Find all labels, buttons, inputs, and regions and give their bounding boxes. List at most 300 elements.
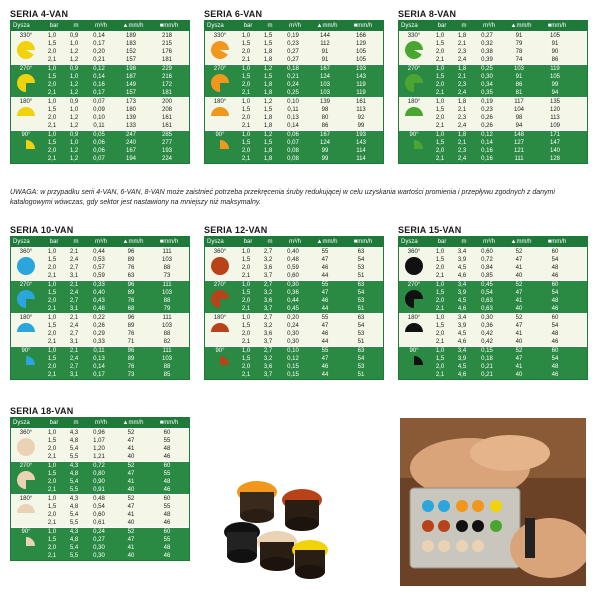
table-cell: 0,06 xyxy=(93,140,105,146)
table-cell: 0,60 xyxy=(481,249,493,255)
table-row xyxy=(235,48,383,56)
arc-degree: 90° xyxy=(21,132,31,138)
table-cell: 1,5 xyxy=(263,74,273,80)
table-cell: 2,1 xyxy=(47,123,57,129)
table-cell: 152 xyxy=(125,49,136,55)
table-cell: 48 xyxy=(551,331,559,337)
nozzle-table xyxy=(204,236,384,380)
table-cell: 0,33 xyxy=(93,282,105,288)
table-row xyxy=(41,114,189,122)
table-row xyxy=(41,519,189,527)
table-cell: 55 xyxy=(321,282,329,288)
table-cell: 0,14 xyxy=(481,140,493,146)
nozzle-arc-icon xyxy=(16,139,36,159)
table-cell: 124 xyxy=(319,74,330,80)
table-cell: 44 xyxy=(321,273,329,279)
table-cell: 2,4 xyxy=(457,90,467,96)
table-cell: 4,6 xyxy=(457,273,467,279)
nozzle-arc-icon xyxy=(404,322,424,342)
table-cell: 5,4 xyxy=(69,512,79,518)
arc-group xyxy=(205,346,383,379)
table-cell: 2,1 xyxy=(47,520,57,526)
table-cell: 73 xyxy=(127,372,135,378)
column-header: bar xyxy=(437,239,447,245)
table-cell: 1,8 xyxy=(263,156,273,162)
column-header: bar xyxy=(49,420,59,426)
table-cell: 143 xyxy=(355,74,366,80)
table-cell: 0,40 xyxy=(93,290,105,296)
table-row xyxy=(235,338,383,346)
table-cell: 2,1 xyxy=(435,156,445,162)
table-cell: 0,44 xyxy=(287,298,299,304)
table-header xyxy=(205,21,383,31)
column-header: m xyxy=(267,239,273,245)
table-cell: 0,21 xyxy=(93,57,105,63)
table-cell: 2,7 xyxy=(69,364,79,370)
table-cell: 44 xyxy=(321,306,329,312)
series-title: SERIA 12-VAN xyxy=(204,225,268,235)
table-cell: 2,0 xyxy=(435,298,445,304)
table-cell: 1,5 xyxy=(241,140,251,146)
table-cell: 1,5 xyxy=(263,41,273,47)
arc-degree: 330° xyxy=(213,33,227,39)
arc-degree: 360° xyxy=(407,249,421,255)
nozzle-table xyxy=(398,236,588,380)
table-row xyxy=(429,264,587,272)
table-cell: 0,54 xyxy=(93,504,105,510)
table-cell: 1,0 xyxy=(47,282,57,288)
arc-group xyxy=(11,130,189,163)
table-cell: 47 xyxy=(515,257,523,263)
table-cell: 5,4 xyxy=(69,446,79,452)
table-cell: 105 xyxy=(355,49,366,55)
table-cell: 2,1 xyxy=(241,90,251,96)
column-header: ▲mm/h xyxy=(122,23,144,29)
table-cell: 1,0 xyxy=(47,99,57,105)
table-cell: 3,1 xyxy=(69,306,79,312)
table-cell: 0,11 xyxy=(93,123,105,129)
table-cell: 0,24 xyxy=(93,529,105,535)
table-cell: 2,0 xyxy=(47,331,57,337)
column-header: m xyxy=(73,239,79,245)
table-row xyxy=(41,330,189,338)
arc-group xyxy=(399,64,587,97)
table-cell: 85 xyxy=(163,372,171,378)
table-cell: 91 xyxy=(321,57,329,63)
table-row xyxy=(41,40,189,48)
table-cell: 193 xyxy=(355,66,366,72)
table-cell: 0,21 xyxy=(481,372,493,378)
column-header: m xyxy=(267,23,273,29)
table-cell: 98 xyxy=(515,115,523,121)
arc-group xyxy=(11,428,189,461)
nozzle-arc-icon xyxy=(210,139,230,159)
table-cell: 48 xyxy=(551,298,559,304)
arc-degree: 90° xyxy=(215,348,225,354)
table-row xyxy=(429,48,587,56)
nozzle-arc-icon xyxy=(16,437,36,457)
arc-group xyxy=(399,346,587,379)
table-row xyxy=(429,131,587,139)
table-row xyxy=(429,297,587,305)
table-row xyxy=(429,106,587,114)
table-cell: 63 xyxy=(357,315,365,321)
nozzle-arc-icon xyxy=(16,73,36,93)
table-row xyxy=(429,40,587,48)
table-cell: 0,24 xyxy=(287,82,299,88)
table-cell: 2,1 xyxy=(435,339,445,345)
table-cell: 4,6 xyxy=(457,339,467,345)
table-cell: 0,08 xyxy=(287,156,299,162)
table-cell: 0,22 xyxy=(93,315,105,321)
arc-degree: 360° xyxy=(213,249,227,255)
table-row xyxy=(429,81,587,89)
table-row xyxy=(429,305,587,313)
column-header: ▲mm/h xyxy=(316,239,338,245)
table-cell: 181 xyxy=(161,57,172,63)
table-cell: 139 xyxy=(125,115,136,121)
table-row xyxy=(235,264,383,272)
arc-group xyxy=(205,280,383,313)
table-cell: 0,25 xyxy=(481,66,493,72)
arc-degree: 180° xyxy=(19,99,33,105)
arc-group xyxy=(11,31,189,64)
table-cell: 1,5 xyxy=(241,356,251,362)
table-cell: 114 xyxy=(356,148,366,154)
table-cell: 0,21 xyxy=(481,364,493,370)
table-cell: 3,9 xyxy=(457,290,467,296)
table-cell: 104 xyxy=(513,107,524,113)
table-cell: 54 xyxy=(551,323,559,329)
table-cell: 1,5 xyxy=(435,41,445,47)
table-cell: 0,25 xyxy=(287,90,299,96)
table-cell: 0,48 xyxy=(287,257,299,263)
table-cell: 0,26 xyxy=(93,323,105,329)
table-cell: 0,07 xyxy=(93,99,105,105)
table-cell: 53 xyxy=(357,298,365,304)
table-cell: 103 xyxy=(319,90,330,96)
nozzle-arc-icon xyxy=(16,536,36,556)
arc-group xyxy=(399,97,587,130)
table-cell: 1,0 xyxy=(47,132,57,138)
table-cell: 48 xyxy=(163,512,171,518)
table-cell: 216 xyxy=(161,74,172,80)
table-cell: 1,2 xyxy=(263,99,273,105)
table-cell: 103 xyxy=(161,323,172,329)
table-cell: 124 xyxy=(319,140,330,146)
table-cell: 71 xyxy=(127,339,135,345)
series-title: SERIA 6-VAN xyxy=(204,9,263,19)
table-cell: 2,1 xyxy=(457,140,467,146)
arc-degree: 270° xyxy=(213,66,227,72)
table-cell: 0,53 xyxy=(93,257,105,263)
table-cell: 46 xyxy=(163,487,171,493)
table-row xyxy=(41,98,189,106)
table-cell: 73 xyxy=(163,273,171,279)
table-cell: 2,1 xyxy=(69,282,79,288)
table-row xyxy=(41,503,189,511)
table-cell: 2,1 xyxy=(47,273,57,279)
table-row xyxy=(41,272,189,280)
table-cell: 277 xyxy=(161,140,172,146)
table-cell: 48 xyxy=(163,545,171,551)
arc-group xyxy=(399,31,587,64)
table-cell: 0,13 xyxy=(93,356,105,362)
table-row xyxy=(235,371,383,379)
table-cell: 218 xyxy=(161,33,172,39)
table-cell: 0,12 xyxy=(93,66,105,72)
table-cell: 3,7 xyxy=(263,273,273,279)
table-cell: 0,42 xyxy=(481,339,493,345)
table-cell: 1,0 xyxy=(435,132,445,138)
table-cell: 60 xyxy=(551,348,559,354)
table-cell: 0,15 xyxy=(287,372,299,378)
table-cell: 0,40 xyxy=(287,249,299,255)
column-header: Dysza xyxy=(13,23,30,29)
table-cell: 0,9 xyxy=(69,99,79,105)
table-cell: 0,72 xyxy=(481,257,493,263)
table-cell: 2,0 xyxy=(241,331,251,337)
table-cell: 1,0 xyxy=(47,430,57,436)
table-row xyxy=(429,289,587,297)
table-row xyxy=(41,139,189,147)
table-cell: 41 xyxy=(515,364,523,370)
table-cell: 2,3 xyxy=(457,82,467,88)
table-cell: 1,8 xyxy=(457,132,467,138)
table-cell: 1,0 xyxy=(47,315,57,321)
table-cell: 0,30 xyxy=(287,331,299,337)
table-cell: 2,0 xyxy=(435,331,445,337)
table-cell: 0,96 xyxy=(93,430,105,436)
table-row xyxy=(235,297,383,305)
series-title: SERIA 8-VAN xyxy=(398,9,457,19)
table-cell: 2,7 xyxy=(69,298,79,304)
table-cell: 46 xyxy=(163,553,171,559)
table-header xyxy=(11,21,189,31)
table-row xyxy=(41,544,189,552)
table-cell: 2,1 xyxy=(241,306,251,312)
table-cell: 103 xyxy=(513,66,524,72)
table-cell: 111 xyxy=(162,282,172,288)
table-row xyxy=(41,536,189,544)
table-cell: 2,0 xyxy=(47,265,57,271)
table-row xyxy=(235,73,383,81)
table-cell: 2,1 xyxy=(241,123,251,129)
arc-degree: 180° xyxy=(19,315,33,321)
table-cell: 99 xyxy=(321,148,329,154)
table-cell: 0,34 xyxy=(481,82,493,88)
table-cell: 1,8 xyxy=(263,90,273,96)
table-cell: 0,33 xyxy=(93,339,105,345)
table-row xyxy=(41,347,189,355)
table-cell: 161 xyxy=(161,115,172,121)
table-row xyxy=(41,495,189,503)
nozzle-arc-icon xyxy=(16,322,36,342)
table-cell: 0,14 xyxy=(287,123,299,129)
table-row xyxy=(41,289,189,297)
table-cell: 2,0 xyxy=(241,115,251,121)
table-row xyxy=(429,272,587,280)
table-cell: 2,1 xyxy=(241,372,251,378)
column-header: bar xyxy=(243,23,253,29)
table-cell: 2,1 xyxy=(435,90,445,96)
table-cell: 121 xyxy=(513,148,524,154)
table-cell: 3,6 xyxy=(263,298,273,304)
table-cell: 52 xyxy=(127,529,135,535)
table-cell: 0,36 xyxy=(481,323,493,329)
table-cell: 1,8 xyxy=(263,82,273,88)
table-row xyxy=(429,338,587,346)
table-cell: 2,0 xyxy=(47,298,57,304)
table-cell: 3,2 xyxy=(263,290,273,296)
table-cell: 60 xyxy=(163,496,171,502)
column-header: ■mm/h xyxy=(353,23,373,29)
table-cell: 89 xyxy=(127,323,135,329)
table-cell: 47 xyxy=(321,323,329,329)
table-row xyxy=(235,139,383,147)
table-cell: 2,1 xyxy=(69,348,79,354)
table-cell: 89 xyxy=(127,257,135,263)
table-cell: 0,54 xyxy=(481,290,493,296)
table-cell: 4,3 xyxy=(69,496,79,502)
table-cell: 99 xyxy=(551,82,559,88)
table-row xyxy=(235,122,383,130)
arc-group xyxy=(205,97,383,130)
arc-group xyxy=(11,313,189,346)
table-cell: 98 xyxy=(321,107,329,113)
table-cell: 1,0 xyxy=(69,41,79,47)
table-cell: 0,14 xyxy=(93,33,105,39)
table-cell: 2,0 xyxy=(435,82,445,88)
table-cell: 46 xyxy=(551,306,559,312)
table-cell: 3,2 xyxy=(263,356,273,362)
table-cell: 78 xyxy=(515,49,523,55)
table-row xyxy=(235,40,383,48)
column-header: ▲mm/h xyxy=(510,239,532,245)
series-block xyxy=(204,224,384,380)
table-row xyxy=(41,363,189,371)
table-header xyxy=(399,237,587,247)
table-cell: 0,13 xyxy=(287,115,299,121)
nozzle-arc-icon xyxy=(16,40,36,60)
table-cell: 0,20 xyxy=(93,49,105,55)
table-cell: 3,4 xyxy=(457,282,467,288)
table-row xyxy=(41,486,189,494)
arc-degree: 330° xyxy=(19,33,33,39)
table-row xyxy=(235,330,383,338)
table-cell: 3,6 xyxy=(263,265,273,271)
arc-degree: 90° xyxy=(21,348,31,354)
table-cell: 94 xyxy=(551,90,559,96)
arc-degree: 270° xyxy=(407,282,421,288)
table-cell: 127 xyxy=(513,140,524,146)
table-cell: 53 xyxy=(357,331,365,337)
table-cell: 2,0 xyxy=(47,148,57,154)
nozzle-arc-icon xyxy=(16,256,36,276)
arc-degree: 330° xyxy=(407,33,421,39)
table-cell: 2,1 xyxy=(241,57,251,63)
table-cell: 1,2 xyxy=(69,49,79,55)
table-cell: 2,0 xyxy=(47,49,57,55)
table-cell: 1,5 xyxy=(241,323,251,329)
table-cell: 51 xyxy=(357,306,365,312)
table-cell: 0,61 xyxy=(93,520,105,526)
table-cell: 111 xyxy=(162,348,172,354)
table-cell: 54 xyxy=(357,257,365,263)
table-cell: 2,1 xyxy=(241,339,251,345)
table-cell: 3,4 xyxy=(457,315,467,321)
table-cell: 2,0 xyxy=(435,115,445,121)
table-cell: 47 xyxy=(127,438,135,444)
table-row xyxy=(41,48,189,56)
table-cell: 52 xyxy=(515,282,523,288)
table-cell: 1,8 xyxy=(457,66,467,72)
column-header: m³/h xyxy=(95,420,107,426)
table-row xyxy=(41,155,189,163)
table-cell: 2,0 xyxy=(435,364,445,370)
table-cell: 0,23 xyxy=(287,41,299,47)
table-cell: 1,2 xyxy=(69,115,79,121)
column-header: ■mm/h xyxy=(547,23,567,29)
table-cell: 167 xyxy=(319,66,330,72)
table-cell: 2,7 xyxy=(263,282,273,288)
arc-group xyxy=(399,280,587,313)
table-cell: 55 xyxy=(321,249,329,255)
table-cell: 2,0 xyxy=(435,148,445,154)
column-header: Dysza xyxy=(207,23,224,29)
table-cell: 0,18 xyxy=(481,356,493,362)
table-cell: 46 xyxy=(163,520,171,526)
table-cell: 0,39 xyxy=(481,57,493,63)
table-cell: 46 xyxy=(321,298,329,304)
table-cell: 1,0 xyxy=(47,529,57,535)
table-cell: 0,84 xyxy=(481,265,493,271)
table-cell: 63 xyxy=(127,273,135,279)
table-cell: 1,5 xyxy=(435,290,445,296)
table-cell: 54 xyxy=(551,356,559,362)
arc-group xyxy=(11,280,189,313)
table-cell: 5,5 xyxy=(69,487,79,493)
table-row xyxy=(429,363,587,371)
arc-degree: 90° xyxy=(409,348,419,354)
column-header: m³/h xyxy=(483,239,495,245)
table-cell: 63 xyxy=(357,348,365,354)
table-cell: 247 xyxy=(125,132,136,138)
table-cell: 2,0 xyxy=(241,265,251,271)
table-cell: 208 xyxy=(161,107,172,113)
table-cell: 2,1 xyxy=(457,41,467,47)
table-cell: 48 xyxy=(163,479,171,485)
column-header: ■mm/h xyxy=(353,239,373,245)
arc-degree: 90° xyxy=(409,132,419,138)
table-row xyxy=(41,147,189,155)
photo-nozzles xyxy=(222,470,332,585)
table-row xyxy=(41,256,189,264)
table-cell: 2,1 xyxy=(435,57,445,63)
table-cell: 47 xyxy=(321,257,329,263)
table-row xyxy=(235,347,383,355)
arc-degree: 270° xyxy=(19,463,33,469)
nozzle-arc-icon xyxy=(210,256,230,276)
table-cell: 0,85 xyxy=(481,273,493,279)
arc-group xyxy=(399,130,587,163)
arc-degree: 360° xyxy=(19,249,33,255)
table-cell: 52 xyxy=(515,249,523,255)
table-row xyxy=(429,256,587,264)
table-cell: 2,0 xyxy=(241,49,251,55)
table-cell: 4,8 xyxy=(69,504,79,510)
arc-degree: 360° xyxy=(19,430,33,436)
